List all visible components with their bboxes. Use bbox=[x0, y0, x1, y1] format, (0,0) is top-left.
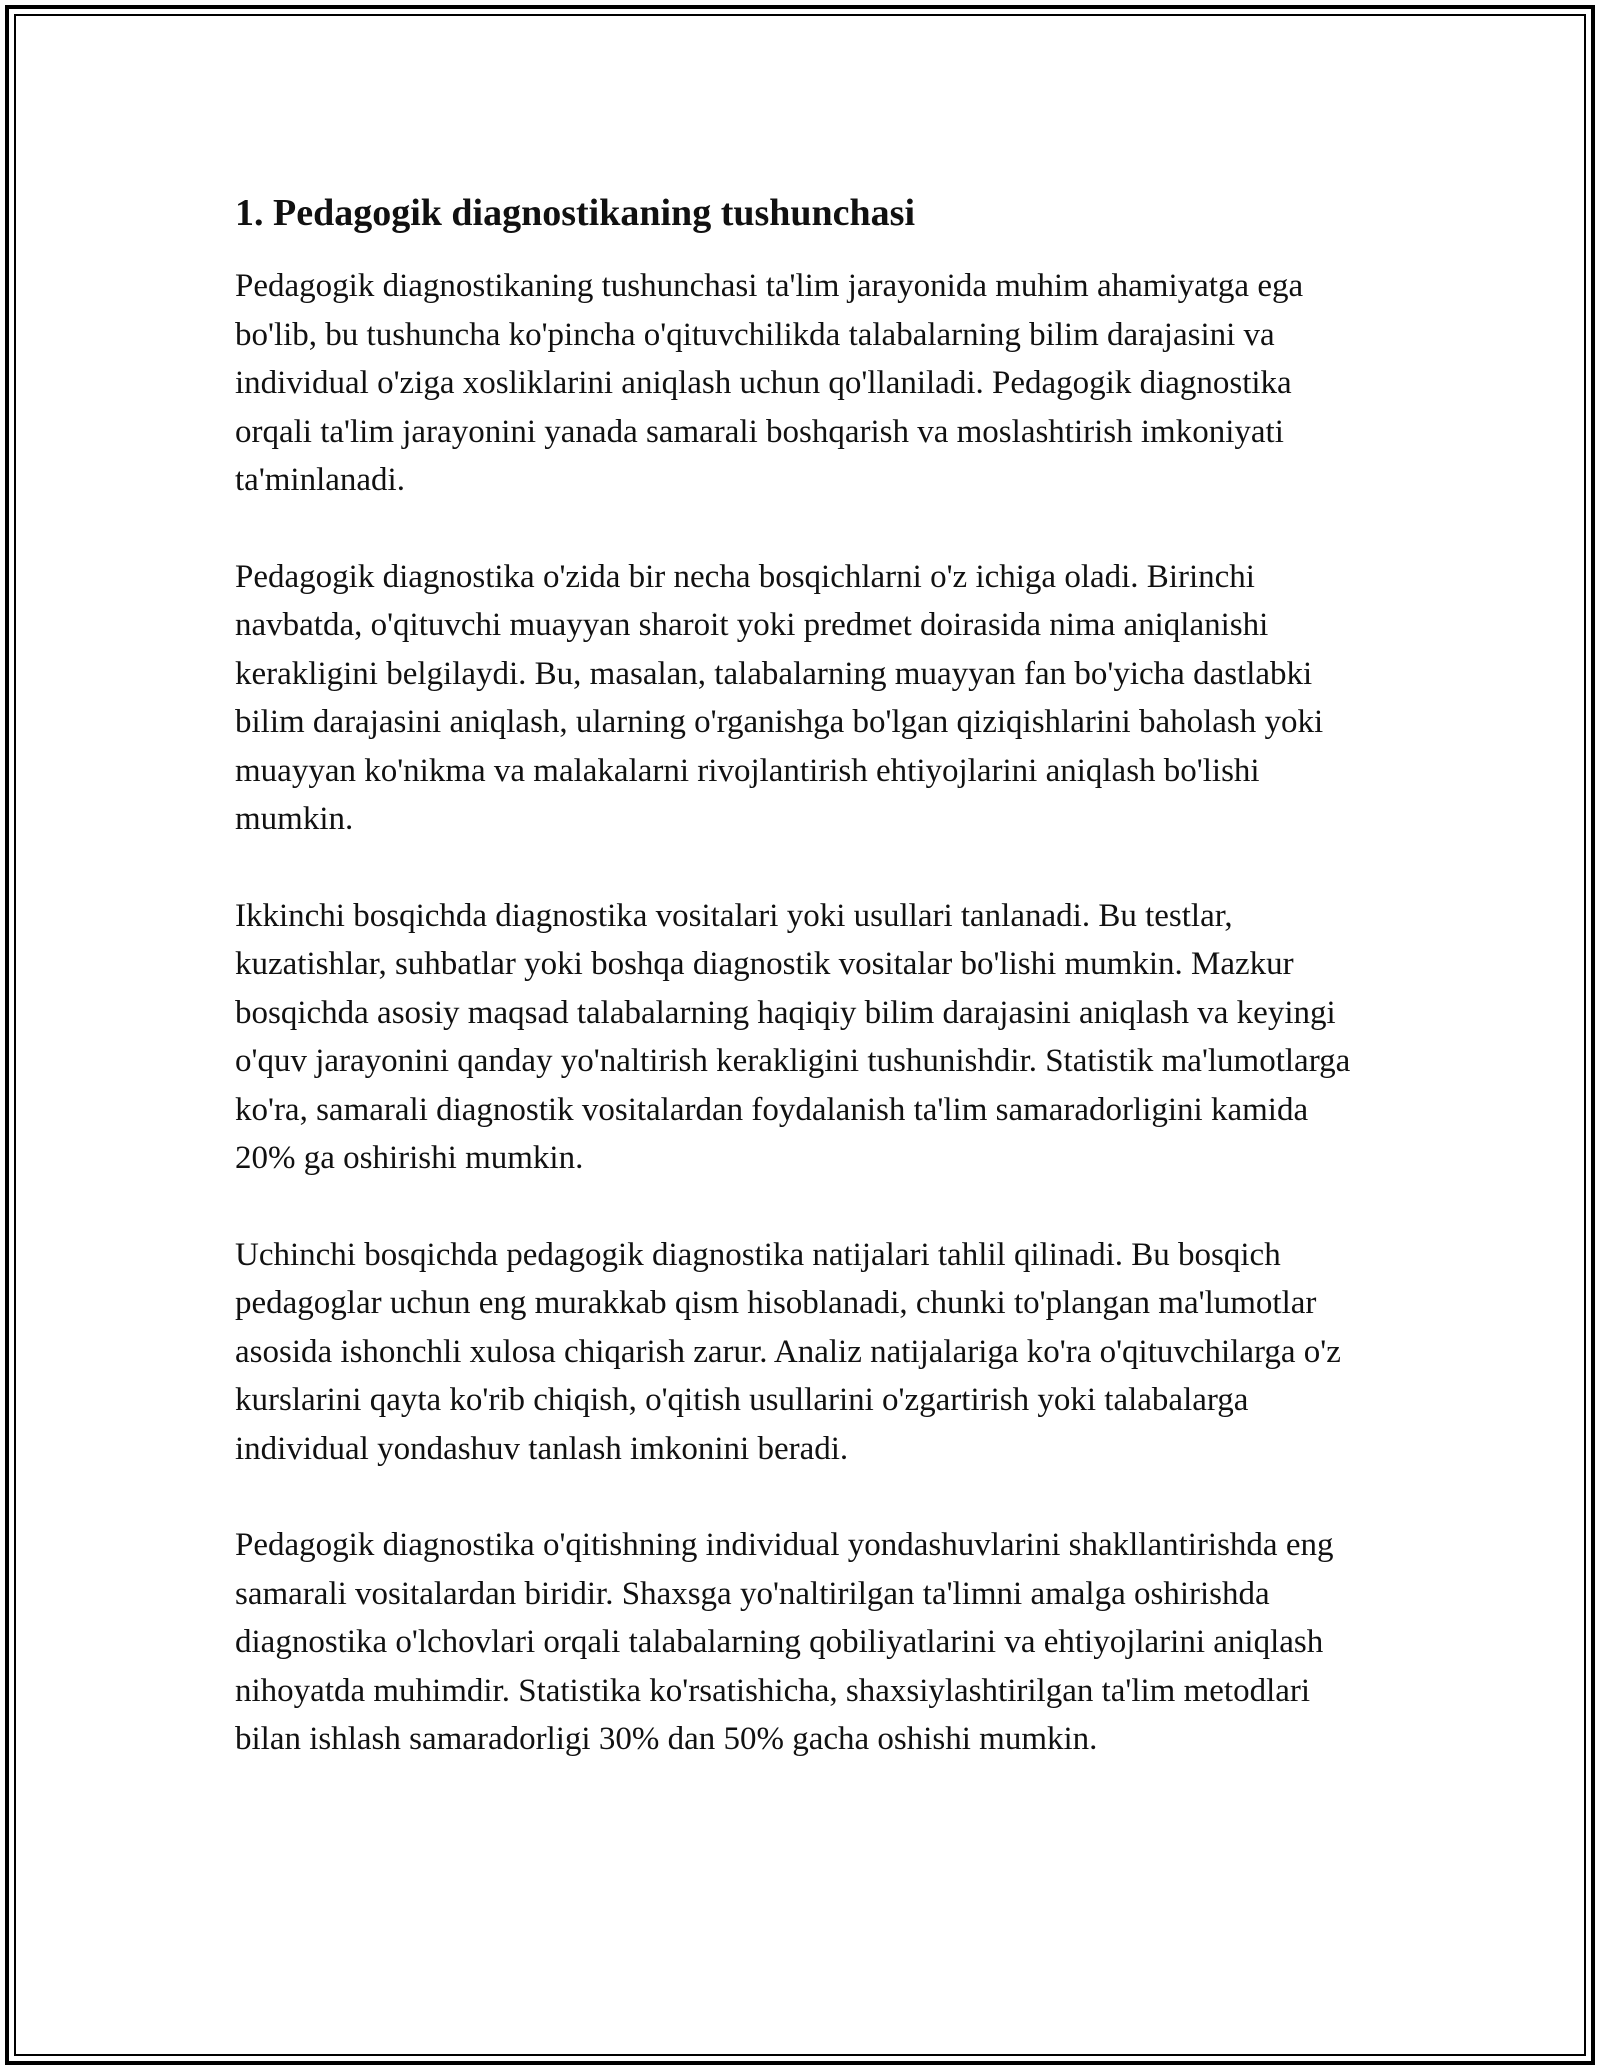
paragraph-4: Uchinchi bosqichda pedagogik diagnostika natijalari tahlil qilinadi. Bu bosqich pedagoglar uchun eng murakkab qism hisoblanadi, chunki to'plangan ma'lumotlar asosida ishonchli xulosa chiqarish zarur. Analiz natijalariga ko'ra o'qituvchilarga o'z kurslarini qayta ko'rib chiqish, o'qitish usullarini o'zgartirish yoki talabalarga individual yondashuv tanlash imkonini beradi. bbox=[235, 1236, 1341, 1467]
paragraph-5: Pedagogik diagnostika o'qitishning individual yondashuvlarini shakllantirishda eng samarali vositalardan biridir. Shaxsga yo'naltirilgan ta'limni amalga oshirishda diagnostika o'lchovlari orqali talabalarning qobiliyatlarini va ehtiyojlarini aniqlash nihoyatda muhimdir. Statistika ko'rsatishicha, shaxsiylashtirilgan ta'lim metodlari bilan ishlash samaradorligi 30% dan 50% gacha oshishi mumkin. bbox=[235, 1527, 1334, 1757]
document-body bbox=[235, 188, 1375, 1812]
paragraph-1: Pedagogik diagnostikaning tushunchasi ta'lim jarayonida muhim ahamiyatga ega bo'lib, bu tushuncha ko'pincha o'qituvchilikda talabalarning bilim darajasini va individual o'ziga xosliklarini aniqlash uchun qo'llaniladi. Pedagogik diagnostika orqali ta'lim jarayonini yanada samarali boshqarish va moslashtirish imkoniyati ta'minlanadi. bbox=[235, 268, 1304, 498]
paragraph-3: Ikkinchi bosqichda diagnostika vositalari yoki usullari tanlanadi. Bu testlar, kuzatishlar, suhbatlar yoki boshqa diagnostik vositalar bo'lishi mumkin. Mazkur bosqichda asosiy maqsad talabalarning haqiqiy bilim darajasini aniqlash va keyingi o'quv jarayonini qanday yo'naltirish kerakligini tushunishdir. Statistik ma'lumotlarga ko'ra, samarali diagnostik vositalardan foydalanish ta'lim samaradorligini kamida 20% ga oshirishi mumkin. bbox=[235, 897, 1351, 1176]
paragraph-2: Pedagogik diagnostika o'zida bir necha bosqichlarni o'z ichiga oladi. Birinchi navbatda, o'qituvchi muayyan sharoit yoki predmet doirasida nima aniqlanishi kerakligini belgilaydi. Bu, masalan, talabalarning muayyan fan bo'yicha dastlabki bilim darajasini aniqlash, ularning o'rganishga bo'lgan qiziqishlarini baholash yoki muayyan ko'nikma va malakalarni rivojlantirish ehtiyojlarini aniqlash bo'lishi mumkin. bbox=[235, 558, 1324, 837]
section-heading: 1. Pedagogik diagnostikaning tushunchasi bbox=[235, 192, 916, 234]
